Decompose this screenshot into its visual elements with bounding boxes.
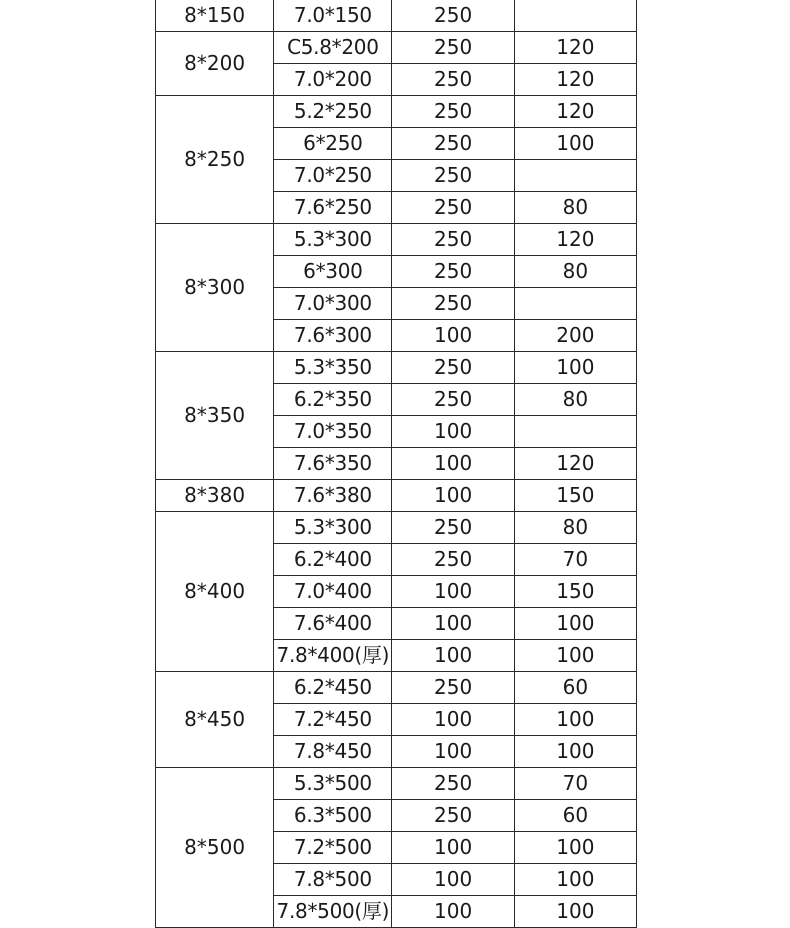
spec-cell: 7.0*350 <box>274 416 392 448</box>
spec-cell: 7.6*250 <box>274 192 392 224</box>
weight-cell: 120 <box>514 96 636 128</box>
spec-cell: 5.3*300 <box>274 512 392 544</box>
spec-cell: 5.3*500 <box>274 768 392 800</box>
quantity-cell: 100 <box>392 896 514 928</box>
quantity-cell: 100 <box>392 576 514 608</box>
spec-cell: 6*300 <box>274 256 392 288</box>
spec-cell: 7.0*250 <box>274 160 392 192</box>
weight-cell: 120 <box>514 224 636 256</box>
weight-cell: 60 <box>514 800 636 832</box>
spec-cell: 7.0*400 <box>274 576 392 608</box>
weight-cell: 100 <box>514 352 636 384</box>
weight-cell: 100 <box>514 608 636 640</box>
quantity-cell: 250 <box>392 192 514 224</box>
spec-cell: 7.6*300 <box>274 320 392 352</box>
weight-cell: 150 <box>514 480 636 512</box>
weight-cell: 200 <box>514 320 636 352</box>
weight-cell: 80 <box>514 512 636 544</box>
quantity-cell: 250 <box>392 288 514 320</box>
weight-cell: 100 <box>514 736 636 768</box>
quantity-cell: 100 <box>392 704 514 736</box>
weight-cell: 150 <box>514 576 636 608</box>
spec-cell: 7.6*350 <box>274 448 392 480</box>
quantity-cell: 250 <box>392 768 514 800</box>
weight-cell: 70 <box>514 544 636 576</box>
spec-cell: 6.2*350 <box>274 384 392 416</box>
quantity-cell: 100 <box>392 448 514 480</box>
spec-cell: 7.8*500(厚) <box>274 896 392 928</box>
spec-cell: C5.8*200 <box>274 32 392 64</box>
weight-cell: 60 <box>514 672 636 704</box>
quantity-cell: 250 <box>392 672 514 704</box>
spec-cell: 7.6*400 <box>274 608 392 640</box>
weight-cell: 120 <box>514 64 636 96</box>
spec-cell: 6*250 <box>274 128 392 160</box>
spec-cell: 7.6*380 <box>274 480 392 512</box>
quantity-cell: 100 <box>392 320 514 352</box>
table-row <box>156 0 637 32</box>
quantity-cell: 250 <box>392 224 514 256</box>
spec-cell: 6.2*450 <box>274 672 392 704</box>
weight-cell <box>514 288 636 320</box>
weight-cell: 70 <box>514 768 636 800</box>
weight-cell <box>514 416 636 448</box>
spec-cell: 7.8*500 <box>274 864 392 896</box>
spec-cell: 6.2*400 <box>274 544 392 576</box>
table-row <box>156 672 637 704</box>
group-size-cell: 8*400 <box>156 512 274 672</box>
weight-cell: 80 <box>514 192 636 224</box>
weight-cell: 80 <box>514 256 636 288</box>
quantity-cell: 250 <box>392 256 514 288</box>
quantity-cell: 250 <box>392 384 514 416</box>
weight-cell: 100 <box>514 896 636 928</box>
quantity-cell: 100 <box>392 608 514 640</box>
spec-table <box>155 0 637 928</box>
spec-cell: 7.0*300 <box>274 288 392 320</box>
quantity-cell: 100 <box>392 480 514 512</box>
table-row <box>156 96 637 128</box>
group-size-cell: 8*250 <box>156 96 274 224</box>
quantity-cell: 100 <box>392 832 514 864</box>
weight-cell: 100 <box>514 640 636 672</box>
quantity-cell: 100 <box>392 640 514 672</box>
quantity-cell: 250 <box>392 512 514 544</box>
group-size-cell: 8*350 <box>156 352 274 480</box>
weight-cell: 100 <box>514 704 636 736</box>
weight-cell: 120 <box>514 32 636 64</box>
spec-cell: 7.8*400(厚) <box>274 640 392 672</box>
quantity-cell: 250 <box>392 0 514 32</box>
quantity-cell: 250 <box>392 128 514 160</box>
group-size-cell: 8*500 <box>156 768 274 928</box>
weight-cell: 120 <box>514 448 636 480</box>
spec-cell: 5.2*250 <box>274 96 392 128</box>
group-size-cell: 8*300 <box>156 224 274 352</box>
spec-cell: 7.2*500 <box>274 832 392 864</box>
weight-cell: 80 <box>514 384 636 416</box>
quantity-cell: 250 <box>392 32 514 64</box>
table-row <box>156 32 637 64</box>
spec-cell: 7.2*450 <box>274 704 392 736</box>
spec-cell: 7.0*200 <box>274 64 392 96</box>
quantity-cell: 100 <box>392 416 514 448</box>
quantity-cell: 250 <box>392 352 514 384</box>
spec-cell: 6.3*500 <box>274 800 392 832</box>
table-row <box>156 224 637 256</box>
quantity-cell: 250 <box>392 800 514 832</box>
table-row <box>156 768 637 800</box>
spec-cell: 7.0*150 <box>274 0 392 32</box>
spec-cell: 7.8*450 <box>274 736 392 768</box>
spec-cell: 5.3*350 <box>274 352 392 384</box>
weight-cell <box>514 0 636 32</box>
quantity-cell: 250 <box>392 160 514 192</box>
table-row <box>156 352 637 384</box>
group-size-cell: 8*200 <box>156 32 274 96</box>
quantity-cell: 250 <box>392 96 514 128</box>
quantity-cell: 250 <box>392 64 514 96</box>
weight-cell <box>514 160 636 192</box>
group-size-cell: 8*450 <box>156 672 274 768</box>
spec-table-body <box>156 0 637 928</box>
group-size-cell: 8*150 <box>156 0 274 32</box>
weight-cell: 100 <box>514 832 636 864</box>
table-row <box>156 480 637 512</box>
quantity-cell: 100 <box>392 864 514 896</box>
quantity-cell: 100 <box>392 736 514 768</box>
group-size-cell: 8*380 <box>156 480 274 512</box>
spec-cell: 5.3*300 <box>274 224 392 256</box>
quantity-cell: 250 <box>392 544 514 576</box>
weight-cell: 100 <box>514 128 636 160</box>
weight-cell: 100 <box>514 864 636 896</box>
table-row <box>156 512 637 544</box>
